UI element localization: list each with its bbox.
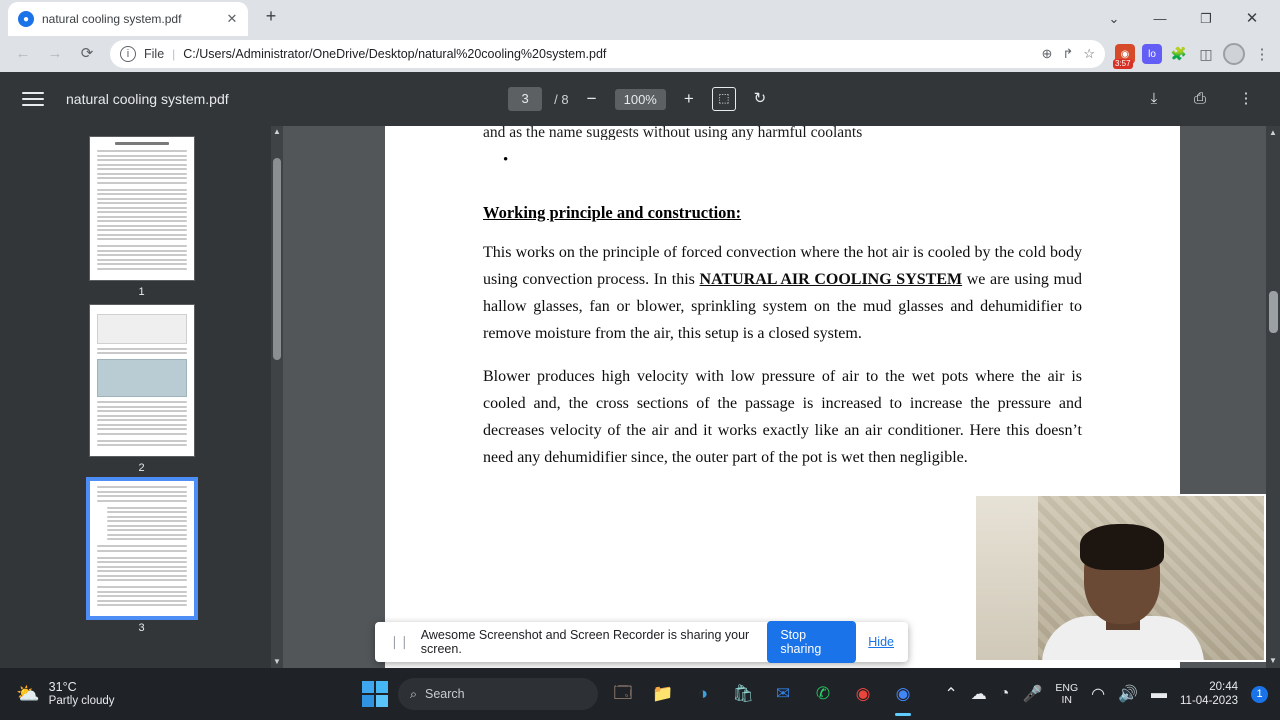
page-scroll-down-icon[interactable]: ▼ (1269, 656, 1277, 665)
zoom-in-button[interactable]: + (683, 89, 694, 108)
clock-date: 11-04-2023 (1180, 695, 1238, 707)
windows-taskbar (0, 668, 1280, 720)
rotate-icon[interactable]: ↻ (753, 90, 767, 107)
weather-temperature: 31°C (48, 680, 77, 694)
pdf-toolbar (0, 72, 1280, 126)
total-pages: 8 (561, 91, 569, 107)
battery-icon[interactable]: ▬ (1151, 685, 1168, 702)
mail-icon[interactable]: ✉ (775, 684, 791, 703)
thumbnail-page-2[interactable] (89, 304, 195, 458)
clipped-text-line: and as the name suggests without using any harmful coolants (483, 126, 863, 140)
webcam-person-hair (1080, 524, 1164, 570)
tray-chevron-icon[interactable]: ⌃ (944, 686, 958, 703)
store-icon[interactable]: 🛍 (732, 684, 754, 703)
chrome-icon[interactable]: ◉ (855, 684, 871, 703)
forward-icon[interactable]: → (47, 45, 63, 62)
page-number-input[interactable]: 3 (508, 87, 542, 111)
webcam-door (976, 496, 1038, 662)
cloud-icon[interactable]: ☁ (970, 686, 987, 703)
pdf-more-icon[interactable]: ⋮ (1238, 90, 1254, 107)
language-line-1: ENG (1055, 682, 1079, 694)
pdf-favicon-icon: ● (18, 11, 34, 27)
clock-time: 20:44 (1209, 681, 1238, 693)
page-scrollbar[interactable] (1266, 126, 1280, 668)
reload-icon[interactable]: ⟳ (80, 45, 94, 62)
start-button[interactable] (362, 681, 388, 707)
thumbnail-label-1: 1 (138, 285, 145, 298)
notification-badge[interactable]: 1 (1251, 686, 1268, 703)
loom-icon[interactable]: lo (1142, 44, 1162, 64)
tab-strip (0, 0, 1280, 36)
site-info-icon[interactable]: i (120, 46, 136, 62)
thumbnail-panel (0, 126, 283, 668)
minimize-button[interactable]: — (1153, 11, 1167, 26)
paragraph-1-post: we are using mud hallow glasses, fan or blower, sprinkling system on the mud glasses and dehumidifier to remove moisture from the air, this setup is a closed system. (483, 271, 1082, 342)
back-icon[interactable]: ← (15, 45, 31, 62)
omnibox-actions (1042, 46, 1095, 62)
browser-tab[interactable] (8, 2, 248, 36)
page-separator: / (554, 91, 558, 107)
close-window-button[interactable]: ✕ (1245, 10, 1259, 27)
search-placeholder: Search (425, 687, 465, 701)
recording-timer-badge: 3:57 (1115, 59, 1131, 68)
thumbnail-page-3[interactable] (89, 480, 195, 617)
thumbnail-label-2: 2 (138, 462, 145, 474)
weather-condition: Partly cloudy (48, 695, 115, 707)
taskbar-center (0, 678, 1280, 710)
thumbnail-scrollbar[interactable] (271, 126, 283, 668)
paragraph-1-emphasis: NATURAL AIR COOLING SYSTEM (699, 271, 963, 288)
maximize-button[interactable]: ❐ (1200, 11, 1212, 26)
edge-icon[interactable]: ◑ (697, 684, 709, 703)
file-explorer-icon[interactable]: 📁 (652, 684, 674, 703)
wifi-icon[interactable]: ◠ (1091, 686, 1106, 703)
share-message: Awesome Screenshot and Screen Recorder is sharing your screen. (420, 628, 750, 656)
whatsapp-icon[interactable]: ✆ (815, 684, 831, 703)
awesome-screenshot-glyph: ◉ (1120, 48, 1130, 60)
hide-share-bar-link[interactable]: Hide (868, 635, 894, 649)
profile-avatar[interactable] (1223, 43, 1245, 65)
zoom-level-label[interactable]: 100% (615, 89, 666, 110)
thumbnail-scroll-thumb[interactable] (273, 158, 281, 360)
share-icon[interactable]: ↱ (1062, 46, 1074, 61)
download-icon[interactable]: ⤓ (1150, 90, 1158, 107)
taskbar-search[interactable] (398, 678, 598, 710)
thumbnail-scroll-down-icon[interactable]: ▼ (271, 656, 283, 668)
drag-handle-icon[interactable]: ❘❘ (389, 634, 409, 649)
tab-search-chevron-icon[interactable]: ⌄ (1108, 11, 1120, 26)
taskview-icon[interactable]: 🗔 (613, 682, 633, 702)
puzzle-icon[interactable]: 🧩 (1170, 46, 1188, 61)
fit-page-icon[interactable]: ⬚ (712, 87, 736, 111)
browser-menu-icon[interactable]: ⋮ (1254, 46, 1270, 63)
bookmark-star-icon[interactable]: ☆ (1083, 46, 1095, 61)
thumbnail-label-3: 3 (138, 622, 145, 634)
paragraph-2: Blower produces high velocity with low pressure of air to the wet pots where the air is cooled and, the cross sections of the passage is increased to increase the pressure and decreases velocity of the air and it works exactly like an air conditioner. Here this doesn’t need any dehumidifier since, the outer part of the pot is wet then negligible. (483, 368, 1082, 466)
bullet-point: • (503, 152, 509, 168)
language-line-2: IN (1061, 694, 1072, 706)
screen-share-bar (375, 622, 908, 662)
page-count-label (554, 92, 568, 107)
paragraph-1 (483, 239, 1082, 347)
paragraph-1-pre: This works on the principle of forced convection where the hot air is cooled by the cold body using convection process. In this (483, 244, 1082, 288)
microphone-icon[interactable]: 🎤 (1022, 686, 1043, 703)
webcam-overlay[interactable] (974, 494, 1266, 662)
awesome-screenshot-icon[interactable] (1115, 44, 1135, 68)
new-tab-button[interactable]: + (265, 6, 277, 26)
section-heading: Working principle and construction: (483, 203, 742, 222)
url-text: C:/Users/Administrator/OneDrive/Desktop/natural%20cooling%20system.pdf (183, 47, 607, 61)
url-scheme-label: File (144, 47, 165, 61)
window-controls (1092, 2, 1280, 36)
tab-title: natural cooling system.pdf (42, 12, 182, 26)
browser-toolbar (0, 36, 1280, 72)
thumbnail-page-1[interactable] (89, 136, 195, 281)
stop-sharing-button[interactable]: Stop sharing (767, 621, 856, 663)
side-panel-icon[interactable]: ◫ (1199, 45, 1213, 62)
weather-icon: ⛅ (16, 684, 40, 705)
print-icon[interactable]: ⎙ (1193, 90, 1206, 107)
zoom-out-button[interactable]: − (586, 89, 597, 108)
search-icon: ⌕ (410, 686, 418, 701)
url-separator: | (172, 47, 176, 61)
address-bar[interactable] (110, 40, 1105, 68)
page-scroll-thumb[interactable] (1269, 291, 1278, 333)
thumbnail-scroll-up-icon[interactable]: ▲ (271, 126, 283, 138)
zoom-icon[interactable]: ⊕ (1041, 46, 1053, 61)
tray-app-icon[interactable]: ◔ (999, 685, 1010, 702)
volume-icon[interactable]: 🔊 (1118, 686, 1139, 703)
chrome-active-icon[interactable]: ◉ (888, 679, 918, 709)
extension-icons (1113, 43, 1272, 68)
page-scroll-up-icon[interactable]: ▲ (1269, 128, 1277, 137)
tab-close-icon[interactable]: ✕ (226, 11, 238, 26)
pdf-document-title: natural cooling system.pdf (66, 91, 229, 107)
pdf-page-controls (0, 87, 1280, 111)
